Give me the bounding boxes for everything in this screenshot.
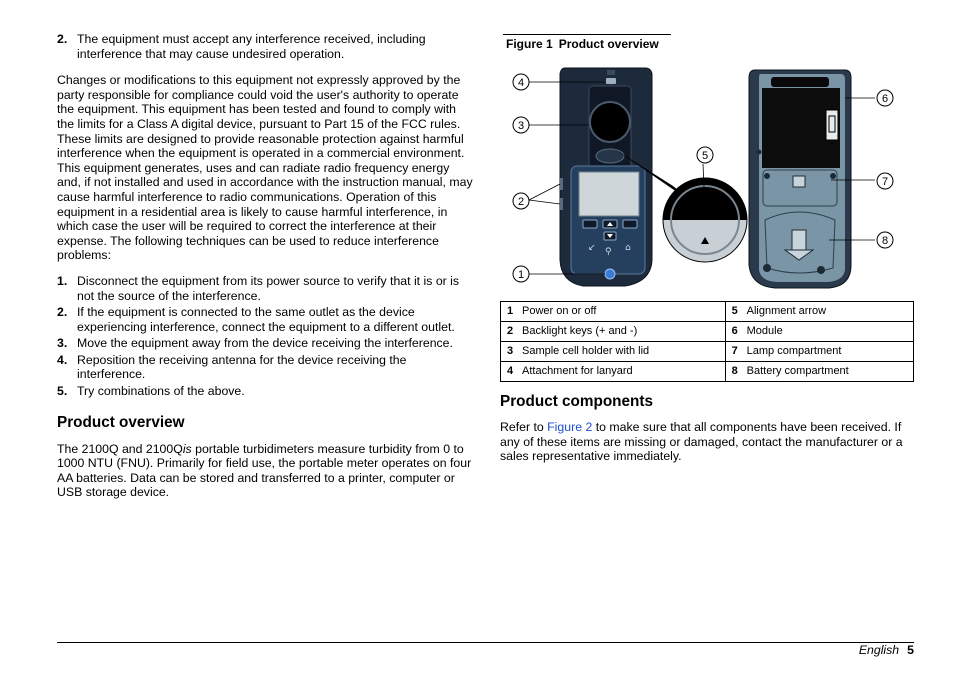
table-cell	[501, 362, 726, 382]
interference-steps	[57, 274, 473, 399]
table-cell	[725, 322, 913, 342]
lamp-compartment	[763, 170, 837, 206]
page-footer	[859, 643, 914, 658]
overview-text: The 2100Q and 2100Q	[57, 441, 183, 456]
figure-label: Figure 1	[506, 37, 553, 51]
part-name: Sample cell holder with lid	[522, 345, 650, 358]
list-number: 5.	[57, 384, 68, 399]
list-item	[57, 32, 473, 61]
footer-rule	[57, 642, 914, 643]
components-paragraph	[500, 420, 914, 464]
table-cell	[501, 322, 726, 342]
device-back	[749, 70, 851, 288]
svg-text:⚲: ⚲	[605, 247, 612, 257]
list-text: Move the equipment away from the device receiving the interference.	[77, 336, 453, 351]
callout-5	[697, 147, 713, 163]
page-number: 5	[907, 643, 914, 657]
table-row	[501, 362, 914, 382]
figure-rule	[503, 34, 671, 35]
part-number: 3	[507, 345, 514, 358]
table-cell	[725, 342, 913, 362]
list-item	[57, 305, 473, 334]
product-overview-figure	[503, 60, 913, 290]
components-heading: Product components	[500, 393, 653, 410]
table-cell	[725, 302, 913, 322]
part-number: 6	[731, 325, 738, 338]
svg-text:2: 2	[517, 196, 525, 208]
list-number: 3.	[57, 336, 68, 351]
table-cell	[725, 362, 913, 382]
components-text-rest: to make sure that all components have been received. If any of these items are missing or damaged, contact the manufacturer or a sales representative immediately.	[500, 420, 903, 464]
list-item	[57, 353, 473, 382]
overview-heading: Product overview	[57, 413, 185, 431]
list-number: 2.	[57, 32, 68, 46]
figure-2-link[interactable]: Figure 2	[547, 420, 593, 434]
callout-3	[513, 117, 529, 133]
list-text: Disconnect the equipment from its power source to verify that it is or is not the source of the interference.	[77, 273, 460, 303]
part-name: Backlight keys (+ and -)	[522, 325, 638, 338]
list-item	[57, 274, 473, 303]
list-text: Reposition the receiving antenna for the device receiving the interference.	[77, 352, 407, 382]
table-row	[501, 342, 914, 362]
callout-4	[513, 74, 529, 90]
part-name: Battery compartment	[746, 365, 849, 378]
overview-text-rest: portable turbidimeters measure turbidity from 0 to 1000 NTU (FNU). Primarily for field use, the portable meter operates on four AA batteries. Data can be stored and transferred to a printer, computer or USB storage device.	[57, 441, 472, 500]
display-screen	[579, 172, 639, 216]
part-number: 2	[507, 325, 514, 338]
svg-text:↙: ↙	[588, 243, 596, 253]
svg-text:6: 6	[881, 93, 889, 105]
components-text: Refer to	[500, 420, 548, 434]
list-number: 2.	[57, 305, 68, 320]
table-cell	[501, 302, 726, 322]
callout-7	[877, 173, 893, 189]
part-name: Alignment arrow	[746, 305, 827, 318]
list-item	[57, 384, 473, 399]
part-number: 8	[731, 365, 738, 378]
footer-language: English	[858, 643, 900, 657]
list-number: 4.	[57, 352, 68, 367]
svg-text:4: 4	[517, 77, 525, 89]
part-number: 5	[731, 305, 738, 318]
left-column	[57, 32, 473, 500]
parts-table	[500, 301, 914, 382]
figure-title	[506, 37, 659, 52]
sample-cell-holder-icon	[590, 102, 630, 142]
part-name: Attachment for lanyard	[522, 365, 633, 378]
power-button-icon	[605, 269, 615, 279]
callout-1	[513, 266, 529, 282]
part-name: Lamp compartment	[746, 345, 842, 358]
table-row	[501, 322, 914, 342]
part-name: Power on or off	[522, 305, 597, 318]
svg-text:5: 5	[701, 150, 709, 162]
svg-text:1: 1	[517, 269, 525, 281]
device-front	[560, 68, 652, 286]
part-number: 4	[507, 365, 514, 378]
svg-text:3: 3	[517, 120, 525, 132]
fcc-paragraph: Changes or modifications to this equipment not expressly approved by the party responsible for compliance could void the user's authority to operate the equipment. This equipment has been tested and found to comply with the limits for a Class A digital device, pursuant to Part 15 of the FCC rules. These limits are designed to provide reasonable protection against harmful interference when the equipment is operated in a commercial environment. This equipment generates, uses and can radiate radio frequency energy and, if not installed and used in accordance with the instruction manual, may cause harmful interference to radio communications. Operation of this equipment in a residential area is likely to cause harmful interference, in which case the user will be required to correct the interference at their expense. The following techniques can be used to reduce interference problems:	[57, 73, 473, 263]
svg-text:7: 7	[881, 176, 889, 188]
table-cell	[501, 342, 726, 362]
svg-text:⌂: ⌂	[625, 243, 631, 253]
figure-caption: Product overview	[558, 37, 659, 51]
callout-2	[513, 193, 529, 209]
overview-paragraph	[57, 442, 473, 500]
list-item	[57, 336, 473, 351]
callout-6	[877, 90, 893, 106]
part-name: Module	[746, 325, 783, 338]
callout-8	[877, 232, 893, 248]
list-text: Try combinations of the above.	[77, 384, 245, 399]
lanyard-attachment-icon	[606, 78, 616, 84]
list-number: 1.	[57, 273, 68, 288]
overview-text-italic: is	[182, 441, 192, 456]
table-row	[501, 302, 914, 322]
svg-text:8: 8	[881, 235, 889, 247]
part-number: 1	[507, 305, 514, 318]
list-text: The equipment must accept any interference received, including interference that may cause undesired operation.	[77, 32, 426, 61]
list-text: If the equipment is connected to the same outlet as the device experiencing interference, connect the equipment to a different outlet.	[77, 305, 455, 334]
part-number: 7	[731, 345, 738, 358]
